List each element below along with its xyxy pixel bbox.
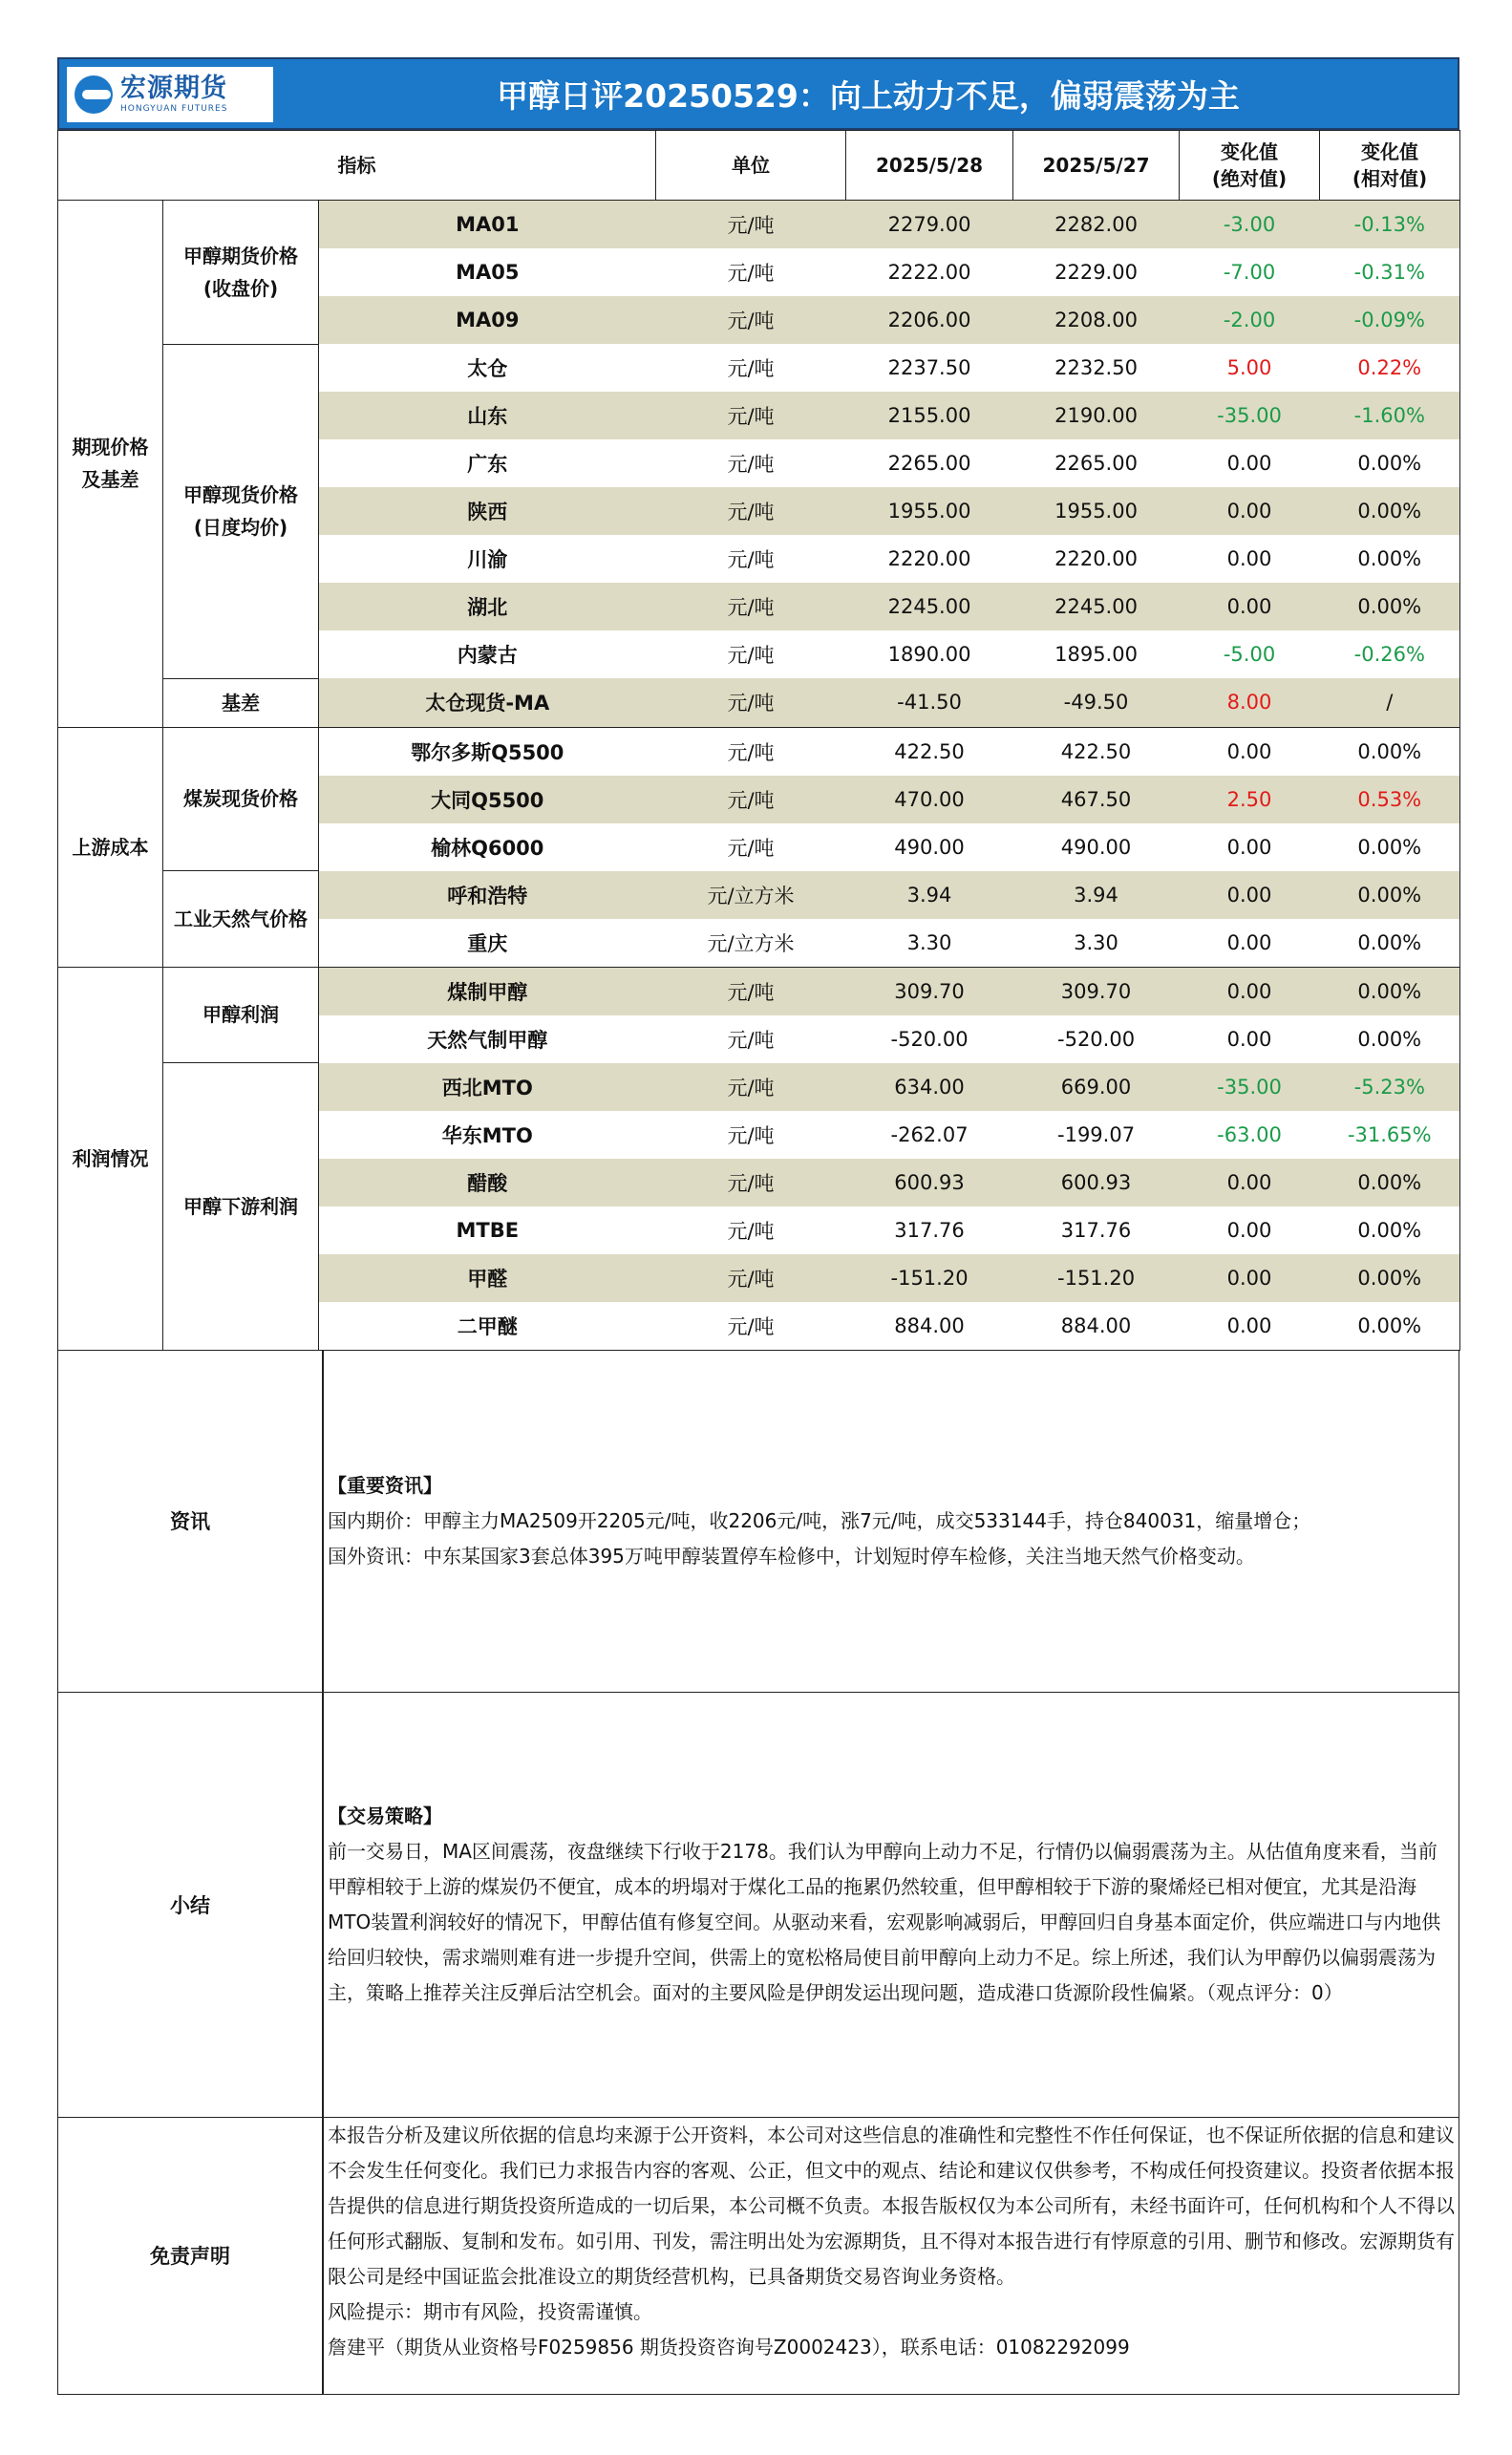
value-date2: -151.20 xyxy=(1013,1254,1180,1302)
rel-change: -0.31% xyxy=(1320,248,1460,296)
rel-change: 0.00% xyxy=(1320,727,1460,776)
value-date2: 2190.00 xyxy=(1013,392,1180,439)
subgroup-basis: 基差 xyxy=(163,678,319,727)
value-date1: 1955.00 xyxy=(846,487,1013,535)
value-date1: 317.76 xyxy=(894,1218,965,1242)
unit-cell: 元/吨 xyxy=(727,357,775,380)
summary-section xyxy=(57,1693,1459,2118)
value-date2: 3.30 xyxy=(1013,919,1180,968)
value-date1: 470.00 xyxy=(846,776,1013,823)
value-date1: 2220.00 xyxy=(887,547,971,570)
value-date2: 1955.00 xyxy=(1013,487,1180,535)
rel-change: 0.00% xyxy=(1320,1302,1460,1351)
value-date1: 2206.00 xyxy=(846,296,1013,344)
value-date1: -262.07 xyxy=(890,1122,969,1146)
indicator-name: MA09 xyxy=(319,296,656,344)
unit-cell: 元/吨 xyxy=(727,1123,775,1147)
logo-name-en: HONGYUAN FUTURES xyxy=(120,104,228,114)
rel-change: 0.00% xyxy=(1320,823,1460,871)
summary-text: 前一交易日，MA区间震荡，夜盘继续下行收于2178。我们认为甲醇向上动力不足，行情仍以偏弱震荡为主。从估值角度来看，当前甲醇相较于上游的煤炭仍不便宜，成本的坍塌对于煤化工品的拖累仍然较重，但甲醇相较于下游的聚烯烃已相对便宜，尤其是沿海MTO装置利润较好的情况下，甲醇估值有修复空间。从驱动来看，宏观影响减弱后，甲醇回归自身基本面定价，供应端进口与内地供给回归较快，需求端则难有进一步提升空间，供需上的宽松格局使目前甲醇向上动力不足。综上所述，我们认为甲醇仍以偏弱震荡为主，策略上推荐关注反弹后沽空机会。面对的主要风险是伊朗发运出现问题，造成港口货源阶段性偏紧。（观点评分：0） xyxy=(328,1839,1441,2004)
rel-change: 0.00% xyxy=(1320,1015,1460,1063)
header-rel-change: 变化值 (相对值) xyxy=(1320,131,1460,201)
abs-change: -3.00 xyxy=(1180,201,1320,249)
indicator-name: 川渝 xyxy=(467,548,508,571)
abs-change: 0.00 xyxy=(1226,547,1272,570)
logo-name-cn: 宏源期货 xyxy=(120,74,227,103)
value-date1: 490.00 xyxy=(894,835,965,859)
abs-change: 0.00 xyxy=(1226,835,1272,859)
unit-cell: 元/吨 xyxy=(727,740,775,764)
unit-cell: 元/吨 xyxy=(727,644,775,667)
unit-cell: 元/吨 xyxy=(727,1028,775,1052)
logo-icon xyxy=(75,75,113,114)
indicator-name: 煤制甲醇 xyxy=(319,967,656,1015)
abs-change: 0.00 xyxy=(1180,967,1320,1015)
indicator-name: 二甲醚 xyxy=(319,1302,656,1351)
abs-change: -7.00 xyxy=(1223,261,1276,284)
value-date2: 490.00 xyxy=(1060,835,1132,859)
news-line: 国内期价：甲醇主力MA2509开2205元/吨，收2206元/吨，涨7元/吨，成交533144手，持仓840031，缩量增仓； xyxy=(328,1508,1311,1532)
subgroup-spot: 甲醇现货价格 (日度均价) xyxy=(163,344,319,678)
rel-change: 0.00% xyxy=(1320,487,1460,535)
header-date2: 2025/5/27 xyxy=(1013,131,1180,201)
indicator-name: 内蒙古 xyxy=(457,644,518,667)
abs-change: -2.00 xyxy=(1180,296,1320,344)
indicator-name: 华东MTO xyxy=(441,1123,533,1147)
value-date2: 2220.00 xyxy=(1054,547,1138,570)
indicator-name: 大同Q5500 xyxy=(319,776,656,823)
value-date1: 884.00 xyxy=(846,1302,1013,1351)
value-date2: -199.07 xyxy=(1057,1122,1136,1146)
value-date1: 634.00 xyxy=(846,1063,1013,1111)
value-date1: 2265.00 xyxy=(887,452,971,475)
indicator-name: 广东 xyxy=(467,453,508,476)
rel-change: 0.00% xyxy=(1320,535,1460,583)
summary-label: 小结 xyxy=(58,1693,324,2117)
unit-cell: 元/吨 xyxy=(656,1159,846,1206)
indicator-name: 鄂尔多斯Q5500 xyxy=(411,740,564,764)
unit-cell: 元/吨 xyxy=(727,1219,775,1243)
value-date1: 309.70 xyxy=(846,967,1013,1015)
value-date1: 2237.50 xyxy=(887,356,971,379)
subgroup-profit: 甲醇利润 xyxy=(163,967,319,1063)
subgroup-coal: 煤炭现货价格 xyxy=(163,727,319,871)
indicator-name: 西北MTO xyxy=(319,1063,656,1111)
rel-change: -5.23% xyxy=(1320,1063,1460,1111)
unit-cell: 元/立方米 xyxy=(656,871,846,919)
unit-cell: 元/吨 xyxy=(656,678,846,727)
rel-change: -0.13% xyxy=(1320,201,1460,249)
unit-cell: 元/吨 xyxy=(727,836,775,860)
value-date1: 2279.00 xyxy=(846,201,1013,249)
unit-cell: 元/吨 xyxy=(656,487,846,535)
indicator-name: 呼和浩特 xyxy=(319,871,656,919)
abs-change: 0.00 xyxy=(1180,487,1320,535)
rel-change: -1.60% xyxy=(1320,392,1460,439)
subgroup-downstream: 甲醇下游利润 xyxy=(163,1063,319,1351)
indicator-name: 陕西 xyxy=(319,487,656,535)
rel-change: / xyxy=(1320,678,1460,727)
table-header-row xyxy=(58,131,1460,201)
summary-heading: 【交易策略】 xyxy=(328,1804,442,1827)
value-date1: 600.93 xyxy=(846,1159,1013,1206)
unit-cell: 元/吨 xyxy=(656,776,846,823)
value-date1: 2222.00 xyxy=(887,261,971,284)
unit-cell: 元/吨 xyxy=(656,1063,846,1111)
category-price: 期现价格 及基差 xyxy=(58,201,163,728)
disclaimer-section xyxy=(57,2118,1459,2395)
unit-cell: 元/吨 xyxy=(727,262,775,285)
value-date2: 2282.00 xyxy=(1013,201,1180,249)
value-date1: 2245.00 xyxy=(846,583,1013,630)
abs-change: 0.00 xyxy=(1180,871,1320,919)
abs-change: 8.00 xyxy=(1180,678,1320,727)
value-date1: 2155.00 xyxy=(846,392,1013,439)
unit-cell: 元/吨 xyxy=(656,1302,846,1351)
abs-change: 0.00 xyxy=(1180,1254,1320,1302)
category-cost: 上游成本 xyxy=(58,727,163,967)
indicator-name: MA01 xyxy=(319,201,656,249)
header-unit: 单位 xyxy=(656,131,846,201)
indicator-name: 重庆 xyxy=(319,919,656,968)
abs-change: -5.00 xyxy=(1223,643,1276,666)
indicator-name: 太仓 xyxy=(467,357,508,380)
subgroup-gas: 工业天然气价格 xyxy=(163,871,319,968)
rel-change: 0.00% xyxy=(1320,1254,1460,1302)
indicator-name: 醋酸 xyxy=(319,1159,656,1206)
indicator-name: MTBE xyxy=(456,1218,520,1242)
header-indicator: 指标 xyxy=(58,131,656,201)
table-row xyxy=(58,344,1460,392)
value-date2: 884.00 xyxy=(1013,1302,1180,1351)
table-row xyxy=(58,871,1460,919)
subgroup-futures: 甲醇期货价格 (收盘价) xyxy=(163,201,319,345)
risk-note: 风险提示：期市有风险，投资需谨慎。 xyxy=(328,2299,652,2323)
value-date1: -520.00 xyxy=(890,1027,969,1051)
rel-change: 0.53% xyxy=(1320,776,1460,823)
value-date2: 2208.00 xyxy=(1013,296,1180,344)
value-date2: 2245.00 xyxy=(1013,583,1180,630)
report-sheet xyxy=(57,57,1459,2395)
value-date1: 1890.00 xyxy=(887,643,971,666)
abs-change: 0.00 xyxy=(1226,739,1272,763)
rel-change: 0.00% xyxy=(1320,1159,1460,1206)
indicator-name: 天然气制甲醇 xyxy=(427,1028,548,1052)
rel-change: 0.00% xyxy=(1320,1206,1460,1254)
value-date2: 2229.00 xyxy=(1054,261,1138,284)
indicator-name: 榆林Q6000 xyxy=(431,836,544,860)
company-logo xyxy=(67,67,273,122)
table-row xyxy=(58,678,1460,727)
report-title: 甲醇日评20250529：向上动力不足，偏弱震荡为主 xyxy=(497,76,1240,115)
abs-change: 5.00 xyxy=(1226,356,1272,379)
value-date1: 3.30 xyxy=(846,919,1013,968)
abs-change: 0.00 xyxy=(1180,583,1320,630)
abs-change: 0.00 xyxy=(1180,1302,1320,1351)
indicator-name: 甲醛 xyxy=(319,1254,656,1302)
unit-cell: 元/吨 xyxy=(656,201,846,249)
table-row xyxy=(58,967,1460,1015)
abs-change: 0.00 xyxy=(1226,1027,1272,1051)
unit-cell: 元/吨 xyxy=(656,967,846,1015)
value-date2: -520.00 xyxy=(1057,1027,1136,1051)
indicator-table xyxy=(57,130,1460,1351)
value-date2: -49.50 xyxy=(1013,678,1180,727)
abs-change: 2.50 xyxy=(1180,776,1320,823)
analyst-info: 詹建平（期货从业资格号F0259856 期货投资咨询号Z0002423），联系电话：01082292099 xyxy=(328,2335,1130,2359)
value-date2: 2232.50 xyxy=(1054,356,1138,379)
unit-cell: 元/吨 xyxy=(727,453,775,476)
rel-change: 0.00% xyxy=(1320,871,1460,919)
abs-change: 0.00 xyxy=(1180,919,1320,968)
unit-cell: 元/吨 xyxy=(727,548,775,571)
value-date2: 2265.00 xyxy=(1054,452,1138,475)
rel-change: 0.00% xyxy=(1320,967,1460,1015)
news-label: 资讯 xyxy=(58,1351,324,1692)
value-date1: 422.50 xyxy=(894,739,965,763)
unit-cell: 元/吨 xyxy=(656,1254,846,1302)
news-section xyxy=(57,1351,1459,1693)
value-date2: 467.50 xyxy=(1013,776,1180,823)
rel-change: -0.26% xyxy=(1320,630,1460,678)
abs-change: 0.00 xyxy=(1180,1159,1320,1206)
unit-cell: 元/吨 xyxy=(656,392,846,439)
category-profit: 利润情况 xyxy=(58,967,163,1350)
abs-change: -35.00 xyxy=(1180,392,1320,439)
rel-change: -0.09% xyxy=(1320,296,1460,344)
value-date2: 317.76 xyxy=(1060,1218,1132,1242)
unit-cell: 元/吨 xyxy=(656,296,846,344)
table-row xyxy=(58,201,1460,249)
abs-change: -35.00 xyxy=(1180,1063,1320,1111)
value-date2: 422.50 xyxy=(1060,739,1132,763)
abs-change: -63.00 xyxy=(1217,1122,1282,1146)
unit-cell: 元/立方米 xyxy=(656,919,846,968)
rel-change: 0.22% xyxy=(1320,344,1460,392)
disclaimer-label: 免责声明 xyxy=(58,2118,324,2394)
value-date2: 1895.00 xyxy=(1054,643,1138,666)
title-bar xyxy=(57,57,1459,130)
news-heading: 【重要资讯】 xyxy=(328,1473,442,1497)
indicator-name: 山东 xyxy=(319,392,656,439)
news-line: 国外资讯：中东某国家3套总体395万吨甲醇装置停车检修中，计划短时停车检修，关注当地天然气价格变动。 xyxy=(328,1544,1255,1568)
table-row xyxy=(58,1063,1460,1111)
disclaimer-text: 本报告分析及建议所依据的信息均来源于公开资料，本公司对这些信息的准确性和完整性不作任何保证，也不保证所依据的信息和建议不会发生任何变化。我们已力求报告内容的客观、公正，但文中的观点、结论和建议仅供参考，不构成任何投资建议。投资者依据本报告提供的信息进行期货投资所造成的一切后果，本公司概不负责。本报告版权仅为本公司所有，未经书面许可，任何机构和个人不得以任何形式翻版、复制和发布。如引用、刊发，需注明出处为宏源期货，且不得对本报告进行有悖原意的引用、删节和修改。宏源期货有限公司是经中国证监会批准设立的期货经营机构，已具备期货交易咨询业务资格。 xyxy=(328,2123,1455,2288)
value-date1: -151.20 xyxy=(846,1254,1013,1302)
abs-change: 0.00 xyxy=(1226,452,1272,475)
value-date2: 669.00 xyxy=(1013,1063,1180,1111)
value-date2: 3.94 xyxy=(1013,871,1180,919)
value-date1: -41.50 xyxy=(846,678,1013,727)
table-row xyxy=(58,727,1460,776)
abs-change: 0.00 xyxy=(1226,1218,1272,1242)
value-date2: 309.70 xyxy=(1013,967,1180,1015)
rel-change: 0.00% xyxy=(1320,583,1460,630)
unit-cell: 元/吨 xyxy=(656,583,846,630)
indicator-name: 太仓现货-MA xyxy=(319,678,656,727)
indicator-name: MA05 xyxy=(456,261,520,284)
indicator-name: 湖北 xyxy=(319,583,656,630)
rel-change: -31.65% xyxy=(1320,1111,1460,1159)
value-date2: 600.93 xyxy=(1013,1159,1180,1206)
rel-change: 0.00% xyxy=(1320,439,1460,487)
header-date1: 2025/5/28 xyxy=(846,131,1013,201)
header-abs-change: 变化值 (绝对值) xyxy=(1180,131,1320,201)
value-date1: 3.94 xyxy=(846,871,1013,919)
rel-change: 0.00% xyxy=(1320,919,1460,968)
